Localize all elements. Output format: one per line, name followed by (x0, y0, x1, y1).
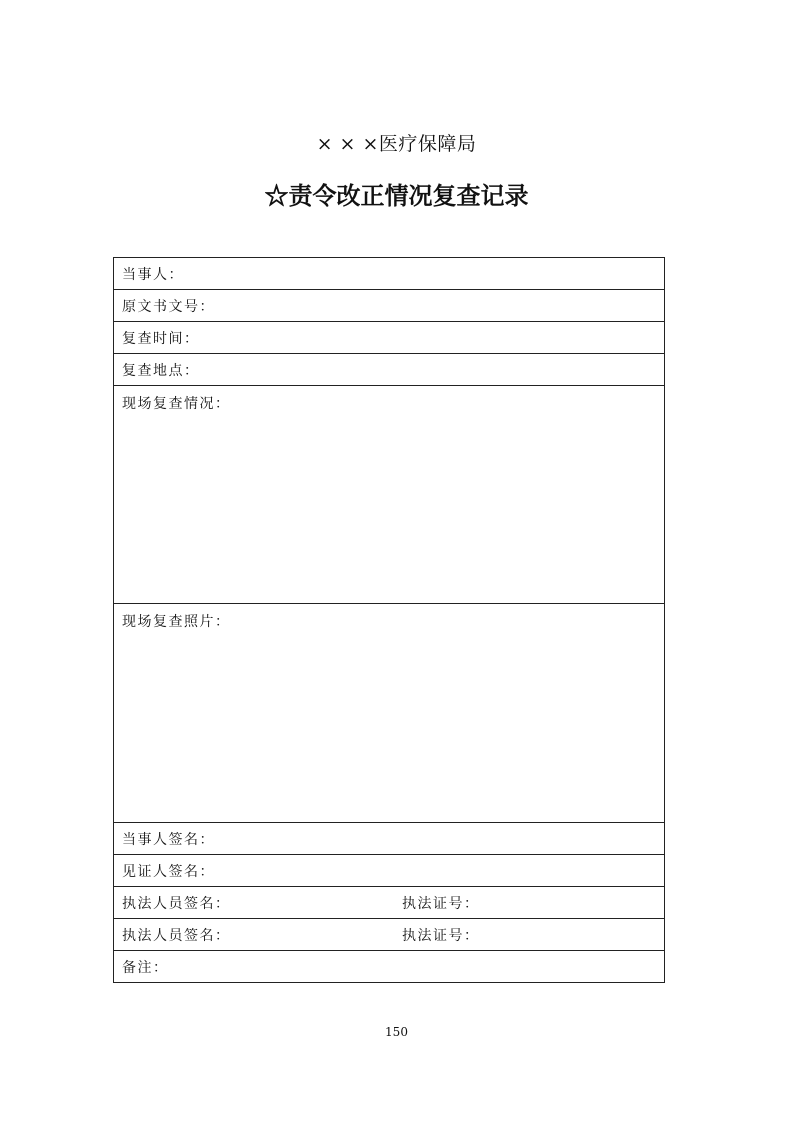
form-row-review-time (114, 322, 665, 354)
issuing-authority: × × ×医疗保障局 (316, 133, 477, 155)
witness-signature-field[interactable] (114, 855, 665, 887)
review-time-field[interactable] (114, 322, 665, 354)
remarks-field[interactable] (114, 951, 665, 983)
party-signature-label: 当事人签名： (122, 831, 215, 848)
onsite-situation-label: 现场复查情况： (122, 396, 231, 412)
officer2-signature-label: 执法人员签名： (122, 927, 231, 944)
onsite-photos-field[interactable] (114, 604, 665, 823)
form-row-party (114, 258, 665, 290)
officer1-cert-label: 执法证号： (402, 895, 480, 912)
page-number: 150 (385, 1025, 408, 1039)
witness-signature-label: 见证人签名： (122, 863, 215, 880)
officer2-field[interactable] (114, 919, 665, 951)
form-row-party-signature (114, 823, 665, 855)
officer2-cert-label: 执法证号： (402, 927, 480, 944)
doc-number-field[interactable] (114, 290, 665, 322)
doc-number-label: 原文书文号： (122, 298, 215, 315)
form-row-officer2 (114, 919, 665, 951)
review-time-label: 复查时间： (122, 330, 200, 347)
form-row-review-place (114, 354, 665, 386)
form-row-onsite-photos (114, 604, 665, 823)
review-record-form (113, 257, 665, 983)
form-row-doc-number (114, 290, 665, 322)
form-row-remarks (114, 951, 665, 983)
form-row-officer1 (114, 887, 665, 919)
review-place-field[interactable] (114, 354, 665, 386)
officer1-field[interactable] (114, 887, 665, 919)
party-signature-field[interactable] (114, 823, 665, 855)
review-place-label: 复查地点： (122, 362, 200, 379)
officer1-signature-label: 执法人员签名： (122, 895, 231, 912)
form-row-onsite-situation (114, 386, 665, 604)
document-title: ☆责令改正情况复查记录 (264, 181, 529, 210)
remarks-label: 备注： (122, 959, 169, 976)
party-label: 当事人： (122, 266, 184, 283)
onsite-photos-label: 现场复查照片： (122, 614, 231, 630)
form-row-witness-signature (114, 855, 665, 887)
party-field[interactable] (114, 258, 665, 290)
onsite-situation-field[interactable] (114, 386, 665, 604)
